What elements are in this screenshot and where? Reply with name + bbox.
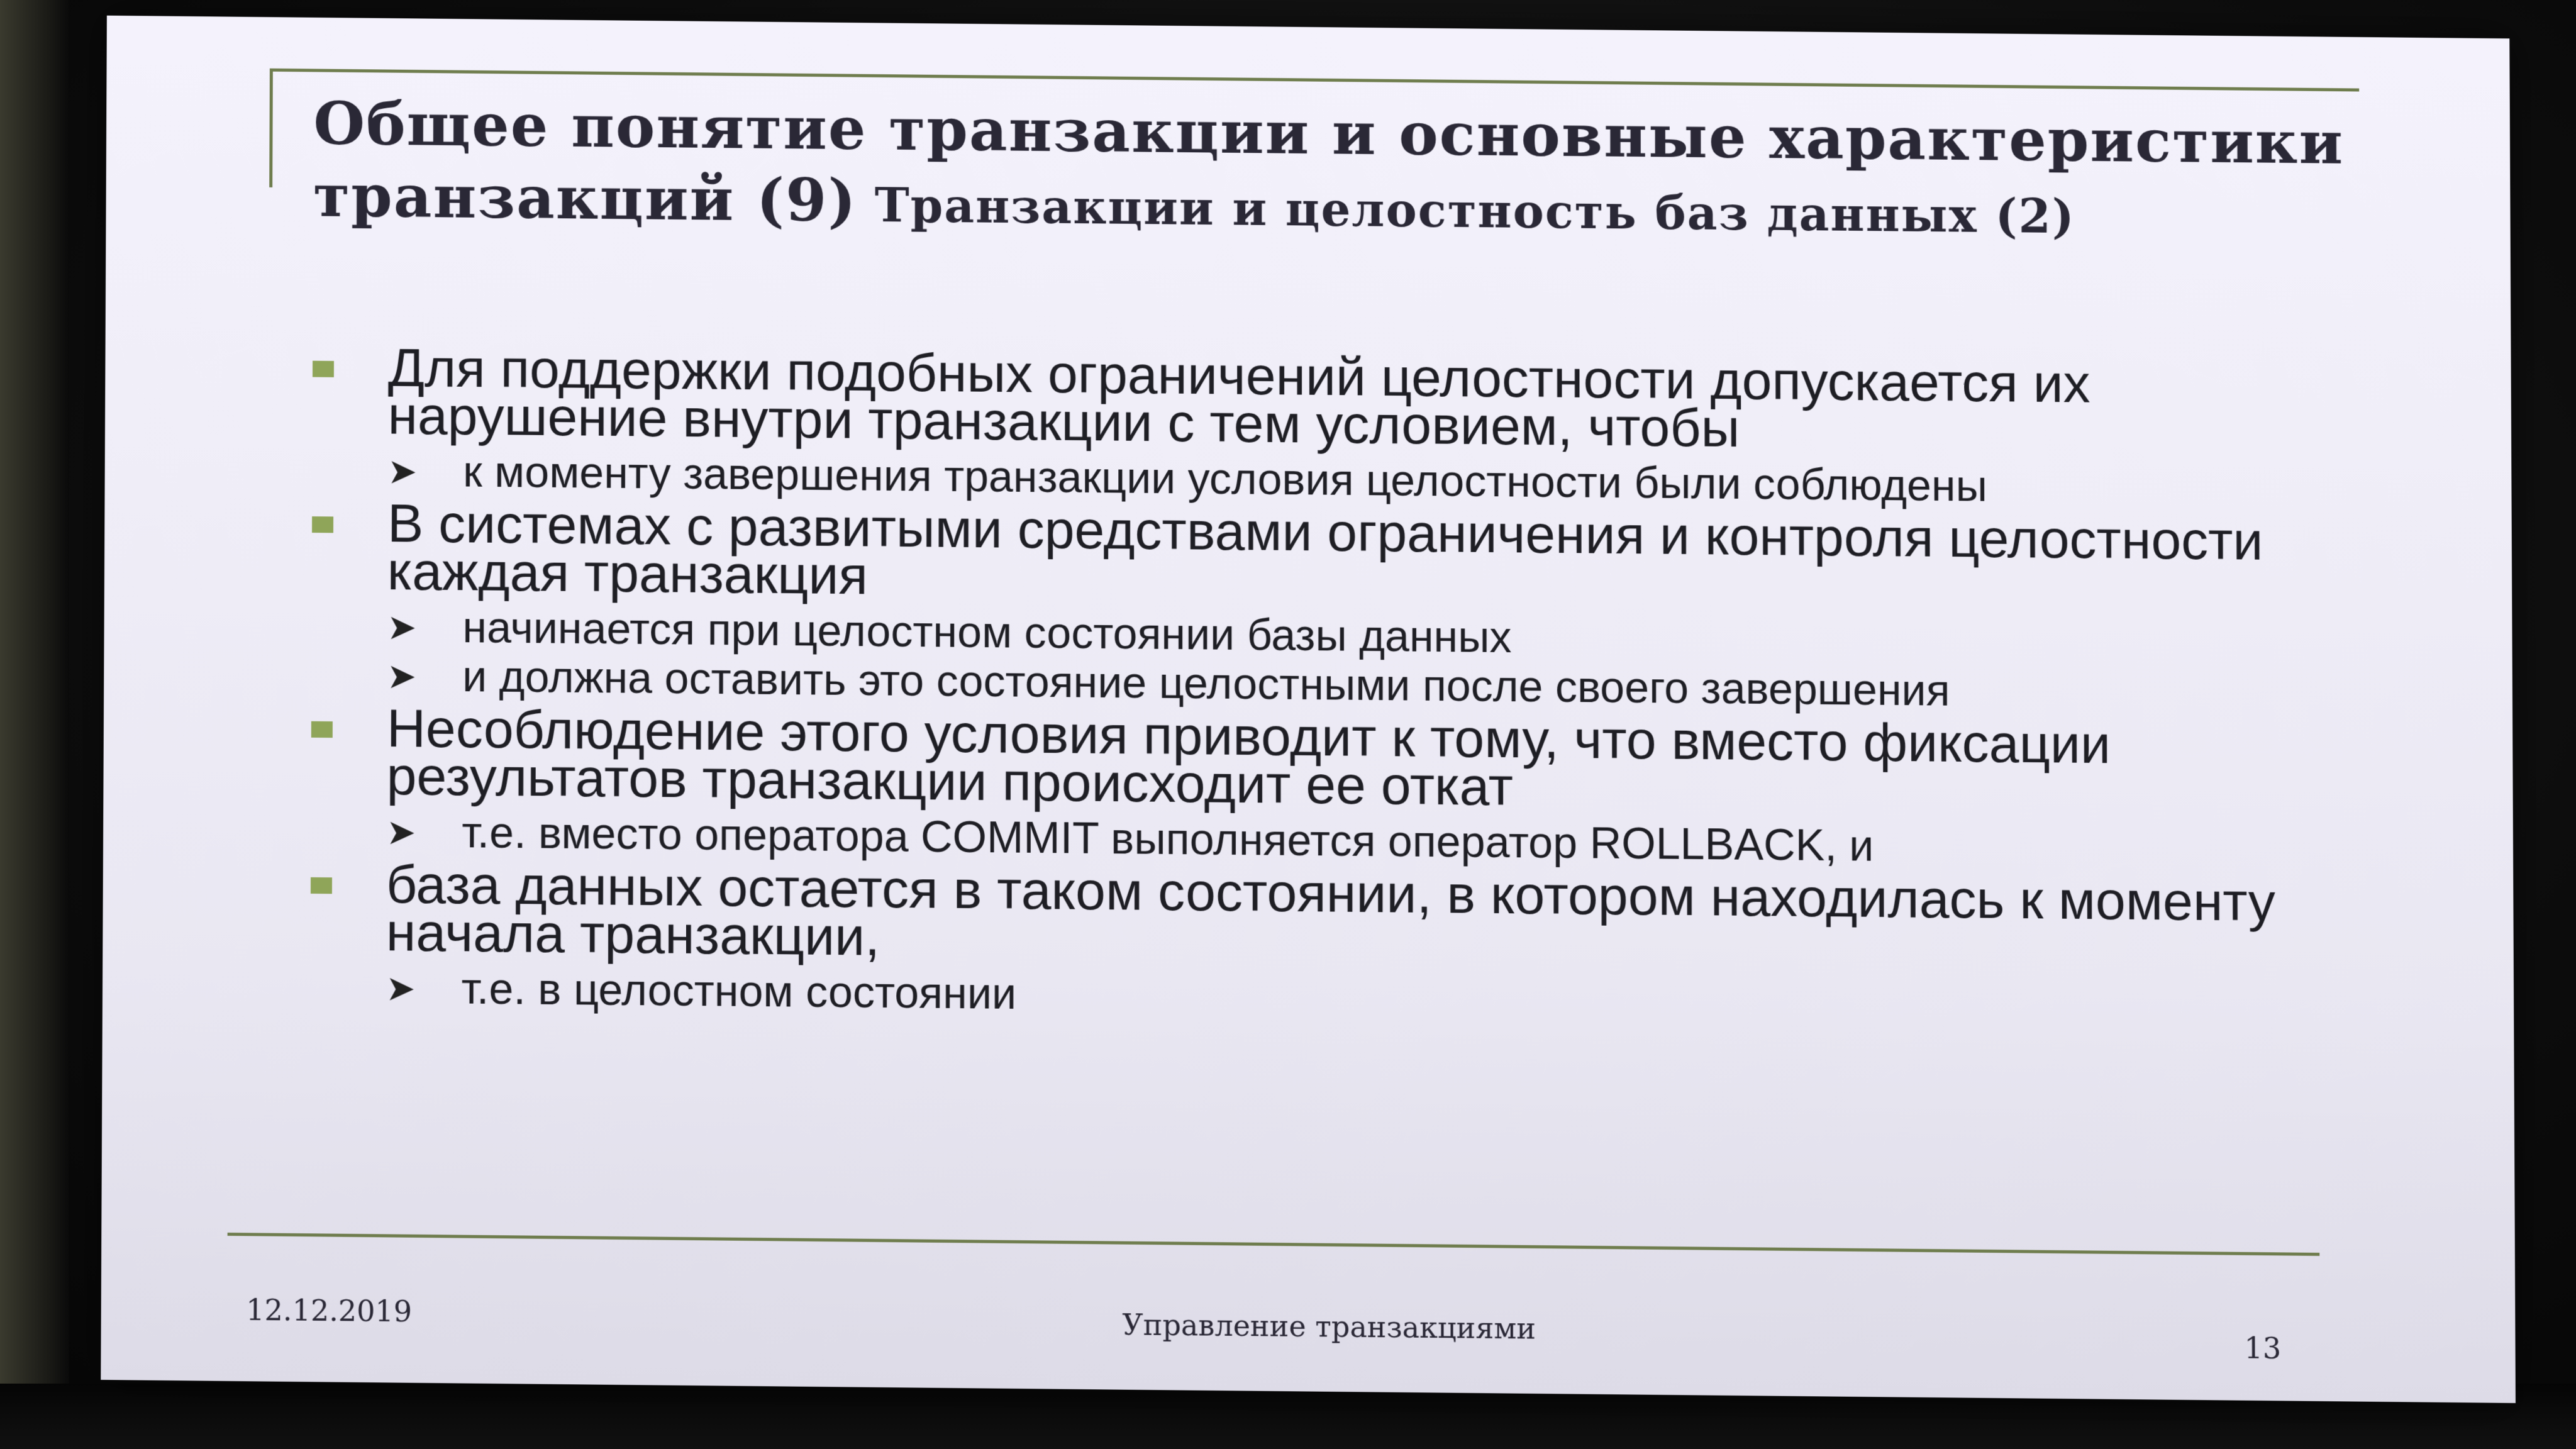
square-bullet-icon xyxy=(313,361,334,377)
bullet-2 xyxy=(293,493,2368,614)
arrowhead-bullet-icon: ➤ xyxy=(387,607,417,648)
arrowhead-bullet-icon: ➤ xyxy=(386,811,416,853)
footer-rule xyxy=(228,1233,2320,1256)
bullet-1-text: Для поддержки подобных ограничений целостности допускается их нарушение внутри транзакции с тем условием, чтобы xyxy=(387,337,2090,459)
title-top-rule xyxy=(270,69,2359,92)
bullet-1 xyxy=(294,337,2367,459)
bullet-3-text: Несоблюдение этого условия приводит к тому, что вместо фиксации результатов транзакции происходит ее откат xyxy=(386,697,2111,818)
slide-title xyxy=(313,86,2448,251)
bullet-2-sub-1-text: начинается при целостном состоянии базы данных xyxy=(462,602,1512,662)
bullet-3-sub-1-text: т.е. вместо оператора COMMIT выполняется оператор ROLLBACK, и xyxy=(462,808,1874,870)
arrowhead-bullet-icon: ➤ xyxy=(386,968,416,1009)
bullet-4-sub-1-text: т.е. в целостном состоянии xyxy=(461,963,1017,1019)
square-bullet-icon xyxy=(311,877,332,894)
square-bullet-icon xyxy=(311,721,333,738)
footer-title: Управление транзакциями xyxy=(1122,1307,1536,1346)
footer-date: 12.12.2019 xyxy=(246,1292,413,1329)
bullet-2-text: В системах с развитыми средствами ограничения и контроля целостности каждая транзакция xyxy=(387,493,2263,606)
room-wall-left xyxy=(0,0,69,1449)
title-left-rule xyxy=(269,69,273,187)
presentation-slide xyxy=(101,16,2516,1403)
bullet-1-sub-1-text: к моменту завершения транзакции условия целостности были соблюдены xyxy=(463,447,1987,511)
slide-title-line2: транзакций (9) xyxy=(313,161,857,236)
page-number: 13 xyxy=(2244,1331,2282,1366)
bullet-4 xyxy=(292,854,2369,975)
arrowhead-bullet-icon: ➤ xyxy=(387,451,418,492)
bullet-4-sub-1 xyxy=(291,963,2369,1027)
square-bullet-icon xyxy=(312,516,333,533)
slide-body xyxy=(291,337,2369,1035)
arrowhead-bullet-icon: ➤ xyxy=(387,655,417,697)
bullet-4-text: база данных остается в таком состоянии, в котором находилась к моменту начала транзакции, xyxy=(386,854,2276,967)
bullet-2-sub-2-text: и должна оставить это состояние целостными после своего завершения xyxy=(462,652,1950,715)
slide-title-line1: Общее понятие транзакции и основные характеристики xyxy=(313,89,2345,178)
slide-subtitle: Транзакции и целостность баз данных (2) xyxy=(874,179,2075,245)
bullet-3 xyxy=(292,697,2368,819)
